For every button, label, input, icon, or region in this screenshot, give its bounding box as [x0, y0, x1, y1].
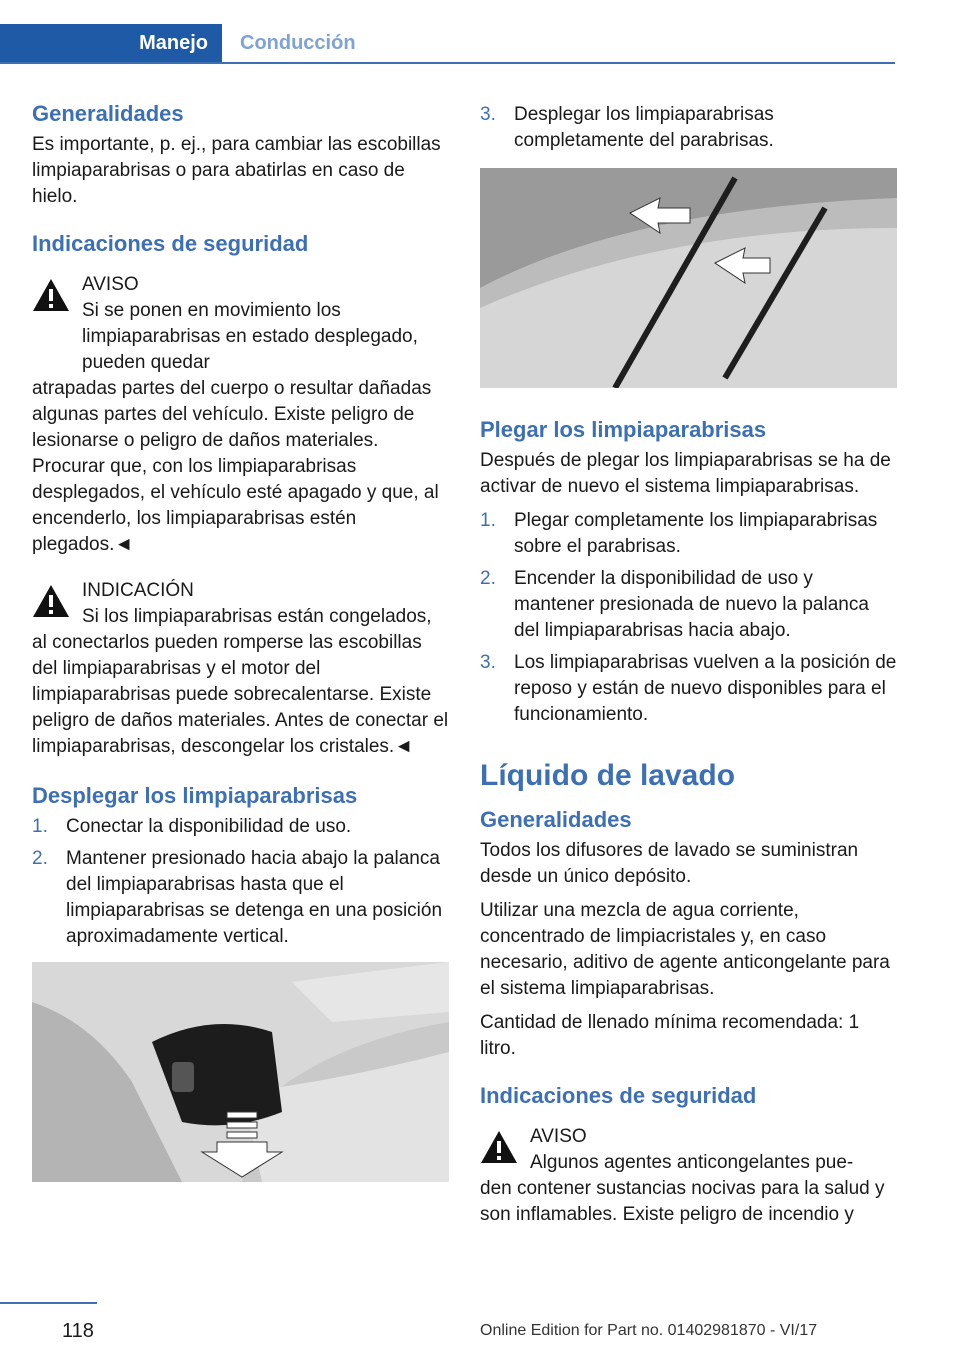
edition-text: Online Edition for Part no. 01402981870 - VI/17	[480, 1322, 818, 1339]
step-text: Encender la disponibilidad de uso y mantener presionada de nuevo la palanca del limpiaparabrisas hacia abajo.	[514, 568, 869, 641]
warning-triangle-icon	[32, 584, 70, 618]
warning-aviso-2	[480, 1124, 897, 1228]
heading-indicaciones-seguridad-2: Indicaciones de seguridad	[480, 1083, 757, 1108]
wiper-lever-illustration	[32, 962, 449, 1182]
list-item	[32, 814, 449, 840]
warning-triangle-icon	[480, 1130, 518, 1164]
step-text: Plegar completamente los limpiaparabrisas sobre el parabrisas.	[514, 510, 878, 557]
step-text: Desplegar los limpiaparabrisas completamente del parabrisas.	[514, 104, 774, 151]
warning-indicacion	[32, 578, 449, 760]
step-number: 1.	[480, 510, 496, 531]
steps-desplegar-cont	[480, 102, 897, 154]
heading-desplegar: Desplegar los limpiaparabrisas	[32, 783, 358, 808]
step-text: Conectar la disponibilidad de uso.	[66, 816, 352, 837]
step-text: Los limpiaparabrisas vuelven a la posición de reposo y están de nuevo disponibles para el funcionamiento.	[514, 652, 897, 725]
tab-bar	[0, 24, 895, 64]
windshield-illustration	[480, 168, 897, 388]
step-number: 1.	[32, 816, 48, 837]
heading-plegar: Plegar los limpiaparabrisas	[480, 417, 767, 442]
warning-title: INDICACIÓN	[82, 580, 194, 601]
warning-title: AVISO	[82, 274, 139, 295]
warning-lead: Algunos agentes anticongelantes pue-	[530, 1152, 854, 1173]
warning-lead: Si se ponen en movimiento los limpiaparabrisas en estado desplegado, pueden quedar	[82, 300, 418, 373]
page-number: 118	[62, 1320, 94, 1342]
heading-liquido-lavado: Líquido de lavado	[480, 759, 736, 792]
paragraph-plegar: Después de plegar los limpiaparabrisas se ha de activar de nuevo el sistema limpiaparabrisas.	[480, 450, 891, 497]
heading-generalidades: Generalidades	[32, 101, 184, 126]
paragraph-2: Utilizar una mezcla de agua corriente, concentrado de limpiacristales y, en caso necesario, aditivo de agente anticongelante para el sistema limpiaparabrisas.	[480, 900, 890, 999]
list-item	[480, 566, 897, 644]
warning-title: AVISO	[530, 1126, 587, 1147]
paragraph-generalidades: Es importante, p. ej., para cambiar las escobillas limpiaparabrisas o para abatirlas en caso de hielo.	[32, 134, 441, 207]
steps-plegar	[480, 508, 897, 728]
step-text: Mantener presionado hacia abajo la palanca del limpiaparabrisas hasta que el limpiaparabrisas se detenga en una posición aproximadamente vertical.	[66, 848, 443, 947]
step-number: 2.	[480, 568, 496, 589]
footer-rule	[0, 1302, 97, 1304]
steps-desplegar	[32, 814, 449, 950]
warning-lead: Si los limpiaparabrisas están congelados,	[82, 606, 432, 627]
paragraph-3: Cantidad de llenado mínima recomendada: 1 litro.	[480, 1012, 860, 1059]
warning-triangle-icon	[32, 278, 70, 312]
right-column	[480, 100, 897, 1228]
warning-body: atrapadas partes del cuerpo o resultar dañadas algunas partes del vehículo. Existe peligro de lesionarse o peligro de daños materiales. Procurar que, con los limpiaparabrisas desplegados, el vehículo esté apagado y que, al encenderlo, los limpiaparabrisas estén plegados.◄	[32, 378, 439, 555]
list-item	[32, 846, 449, 950]
step-number: 3.	[480, 104, 496, 125]
list-item	[480, 508, 897, 560]
warning-aviso	[32, 272, 449, 558]
list-item	[480, 102, 897, 154]
warning-body: al conectarlos pueden romperse las escobillas del limpiaparabrisas y el motor del limpiaparabrisas puede sobrecalentarse. Existe peligro de daños materiales. Antes de conectar el limpiaparabrisas, descongelar los cristales.◄	[32, 632, 449, 757]
tab-manejo[interactable]: Manejo	[0, 24, 222, 62]
step-number: 2.	[32, 848, 48, 869]
wiper-lever-image	[32, 962, 449, 1182]
tab-conduccion[interactable]: Conducción	[240, 31, 356, 54]
list-item	[480, 650, 897, 728]
warning-body: den contener sustancias nocivas para la salud y son inflamables. Existe peligro de incendio y	[480, 1178, 885, 1225]
heading-indicaciones-seguridad: Indicaciones de seguridad	[32, 231, 309, 256]
step-number: 3.	[480, 652, 496, 673]
windshield-wipers-image	[480, 168, 897, 388]
paragraph-1: Todos los difusores de lavado se suministran desde un único depósito.	[480, 840, 859, 887]
left-column	[32, 100, 449, 1200]
heading-generalidades-2: Generalidades	[480, 807, 632, 832]
